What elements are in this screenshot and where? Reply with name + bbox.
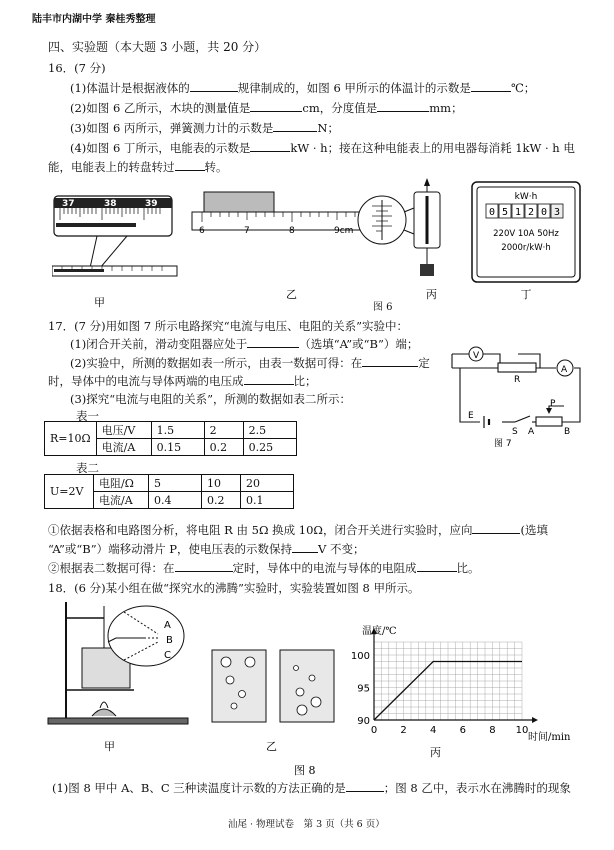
answer-blank[interactable] [471,80,511,92]
beakers-figure [212,650,334,722]
electric-meter-figure [472,182,580,282]
page-footer: 汕尾 · 物理试卷 第 3 页（共 6 页） [228,819,385,830]
figure-7-circuit [440,336,590,448]
answer-blank[interactable] [244,373,294,385]
thermometer-figure [52,196,177,276]
q16-line1: (1)体温计是根据液体的 规律制成的，如图 6 甲所示的体温计的示数是 ℃； [70,81,536,95]
battery-label: E [468,411,474,421]
q16-line5: 能，电能表上的转盘转过 转。 [48,160,228,174]
answer-blank[interactable] [362,355,418,367]
x-tick-label: 6 [459,725,466,736]
q17-line1: 17．(7 分)用如图 7 所示电路探究“电流与电压、电阻的关系”实验中： [48,319,408,333]
q17-line2: (1)闭合开关前，滑动变阻器应处于 （选填“A”或“B”）端； [70,337,419,351]
fig8-label-yi: 乙 [266,740,277,753]
answer-blank[interactable] [292,541,318,553]
table2-cell: 0.2 [202,492,241,509]
x-tick-label: 10 [515,725,529,736]
table1-cell: 电流/A [96,439,151,456]
answer-blank[interactable] [175,159,205,171]
answer-blank[interactable] [417,560,457,572]
ruler-tick: 7 [244,226,250,236]
section-title: 四、实验题（本大题 3 小题，共 20 分） [48,40,267,54]
x-tick-label: 8 [489,725,496,736]
meter-digit: 5 [501,207,509,218]
fig6-label-jia: 甲 [94,296,105,309]
y-tick-label: 95 [357,683,370,695]
answer-blank[interactable] [250,140,290,152]
table2-cell: 10 [202,475,241,492]
table2-cell: 20 [241,475,294,492]
ammeter-label: A [561,365,568,375]
table2-title: 表二 [76,461,99,475]
q18-line1: 18．(6 分)某小组在做“探究水的沸腾”实验时，实验装置如图 8 甲所示。 [48,581,420,595]
thermo-tick: 38 [104,199,117,209]
voltmeter-label: V [473,351,480,361]
meter-digit: 3 [553,207,561,218]
ruler-tick: 8 [289,226,295,236]
q17-line5: (3)探究“电流与电阻的关系”，所测的数据如表二所示： [70,392,352,406]
q16-line4: (4)如图 6 丁所示，电能表的示数是 kW · h；接在这种电能表上的用电器每消耗 1kW · h 电 [70,141,575,155]
fig6-caption: 图 6 [373,302,393,313]
q17-conclusion2: “A”或“B”）端移动滑片 P，使电压表的示数保持 V 不变； [48,542,365,556]
q17-conclusion1: ①依据表格和电路图分析，将电阻 R 由 5Ω 换成 10Ω，闭合开关进行实验时，应向 (选填 [48,523,548,537]
fig7-caption: 图 7 [494,439,512,448]
table1-cell: 0.2 [204,439,243,456]
chart-ylabel: 温度/℃ [362,626,397,637]
answer-blank[interactable] [472,522,520,534]
page-header: 陆丰市内湖中学 秦桂秀整理 [32,14,156,25]
table1-cell: 1.5 [151,422,204,439]
label-a: A [164,620,171,631]
table1-cell: 2 [204,422,243,439]
q16-line3: (3)如图 6 丙所示，弹簧测力计的示数是 N； [70,121,339,135]
answer-blank[interactable] [175,560,233,572]
fig6-label-yi: 乙 [286,288,297,301]
switch-label: S [512,427,518,437]
q17-line4: 时，导体中的电流与导体两端的电压成 比； [48,374,317,388]
table1-cell: 2.5 [243,422,296,439]
x-tick-label: 4 [430,725,437,736]
q17-conclusion3: ②根据表二数据可得：在 定时，导体中的电流与导体的电阻成 比。 [48,561,480,575]
table1-cell: 0.15 [151,439,204,456]
x-tick-label: 2 [400,725,407,736]
chart-xlabel: 时间/min [528,732,571,743]
answer-blank[interactable] [346,780,384,792]
fig6-label-bing: 丙 [426,288,437,301]
figure-6 [52,178,582,313]
table2-cell: 0.4 [149,492,202,509]
meter-digit: 1 [514,207,522,218]
meter-unit: kW·h [514,192,538,202]
answer-blank[interactable] [250,100,302,112]
table2-cell: 0.1 [241,492,294,509]
x-tick-label: 0 [370,725,378,736]
y-tick-label: 90 [357,716,370,727]
label-b: B [166,635,173,646]
q17-line3: (2)实验中，所测的数据如表一所示，由表一数据可得：在 定 [70,356,430,370]
label-c: C [164,650,171,661]
q18-question1: (1)图 8 甲中 A、B、C 三种读温度计示数的方法正确的是 ；图 8 乙中，表示水在沸腾时的现象 [52,781,571,795]
table2-fixed: U=2V [45,475,94,509]
fig8-label-jia: 甲 [104,740,115,753]
table1-title: 表一 [76,409,99,423]
meter-digit: 2 [527,207,535,218]
table2-cell: 电阻/Ω [94,475,149,492]
meter-digit: 0 [488,207,496,218]
fig8-label-bing: 丙 [430,746,441,759]
meter-spec: 220V 10A 50Hz [493,229,559,239]
ruler-figure [192,192,367,236]
table1-fixed: R=10Ω [45,422,97,456]
fig8-caption: 图 8 [294,764,316,777]
answer-blank[interactable] [273,120,317,132]
table-2 [44,474,294,509]
temperature-chart [351,628,538,736]
spring-scale-figure [358,178,440,276]
meter-spec: 2000r/kW·h [501,243,551,253]
ruler-tick: 6 [199,226,205,236]
figure-8 [44,598,574,780]
answer-blank[interactable] [190,80,238,92]
table1-cell: 0.25 [243,439,296,456]
table-1 [44,421,297,456]
resistor-label: R [514,375,521,385]
fig6-label-ding: 丁 [520,288,532,301]
thermo-tick: 39 [145,199,158,209]
meter-digit: 0 [540,207,548,218]
table1-cell: 电压/V [96,422,151,439]
slider-label: P [550,399,556,409]
table2-cell: 5 [149,475,202,492]
y-tick-label: 100 [350,651,370,662]
thermo-tick: 37 [62,199,75,209]
ruler-tick: 9cm [334,226,354,236]
table2-cell: 电流/A [94,492,149,509]
x-axis-arrow [532,717,538,723]
answer-blank[interactable] [377,100,429,112]
answer-blank[interactable] [247,336,299,348]
rheostat-end-a: A [528,427,535,437]
q16-number: 16．(7 分) [48,61,106,75]
rheostat-end-b: B [564,427,571,437]
q16-line2: (2)如图 6 乙所示，木块的测量值是 cm，分度值是 mm； [70,101,463,115]
